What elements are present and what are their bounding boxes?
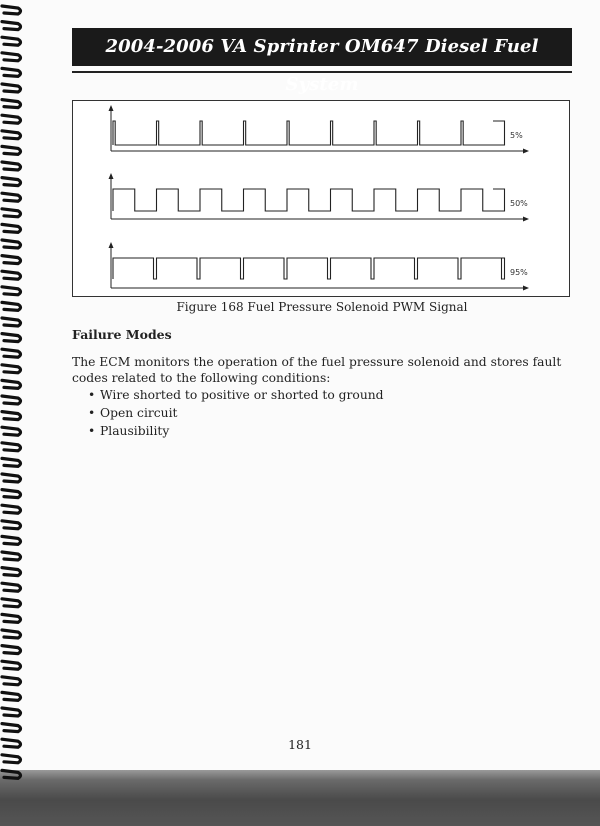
pwm-waveform [113, 121, 505, 145]
binding-coil [2, 53, 21, 61]
page-title: 2004-2006 VA Sprinter OM647 Diesel Fuel System [72, 28, 572, 66]
binding-coil [2, 68, 21, 76]
x-axis-arrow [523, 286, 529, 291]
page-bottom-shadow [0, 770, 600, 826]
binding-coil [2, 334, 21, 342]
duty-cycle-label: 95% [510, 268, 528, 277]
binding-coil [2, 256, 21, 264]
binding-coil [2, 505, 21, 513]
bullet-icon: • [88, 424, 96, 438]
binding-coil [2, 178, 21, 186]
y-axis-arrow [109, 173, 114, 179]
binding-coil [2, 302, 21, 310]
binding-coil [2, 287, 21, 295]
binding-coil [2, 630, 21, 638]
binding-coil [2, 37, 21, 45]
binding-coil [2, 692, 21, 700]
binding-coil [2, 677, 21, 685]
header-rule [72, 71, 572, 73]
list-item [88, 422, 384, 440]
section-heading: Failure Modes [72, 327, 172, 342]
binding-coil [2, 770, 21, 778]
bullet-icon: • [88, 388, 96, 402]
binding-coil [2, 552, 21, 560]
binding-coil [2, 646, 21, 654]
binding-coil [2, 458, 21, 466]
binding-coil [2, 427, 21, 435]
binding-coil [2, 380, 21, 388]
binding-coil [2, 318, 21, 326]
binding-coil [2, 614, 21, 622]
bullet-icon: • [88, 406, 96, 420]
binding-coil [2, 146, 21, 154]
binding-coil [2, 443, 21, 451]
binding-coil [2, 739, 21, 747]
duty-cycle-label: 50% [510, 199, 528, 208]
figure-caption: Figure 168 Fuel Pressure Solenoid PWM Signal [176, 300, 468, 314]
binding-coil [2, 474, 21, 482]
binding-coil [2, 22, 21, 30]
binding-coil [2, 568, 21, 576]
binding-coil [2, 521, 21, 529]
binding-coil [2, 412, 21, 420]
binding-coil [2, 349, 21, 357]
binding-coil [2, 100, 21, 108]
binding-coil [2, 599, 21, 607]
binding-coil [2, 724, 21, 732]
list-item-text: Open circuit [100, 406, 178, 420]
list-item-text: Plausibility [100, 424, 170, 438]
binding-coil [2, 755, 21, 763]
binding-coil [2, 240, 21, 248]
binding-coil [2, 162, 21, 170]
binding-coil [2, 224, 21, 232]
pwm-waveform [113, 189, 505, 211]
x-axis-arrow [523, 217, 529, 222]
spiral-binding [0, 0, 26, 790]
y-axis-arrow [109, 105, 114, 111]
binding-coil [2, 661, 21, 669]
list-item [88, 404, 384, 422]
x-axis-arrow [523, 149, 529, 154]
list-item-text: Wire shorted to positive or shorted to ground [100, 388, 384, 402]
binding-coil [2, 365, 21, 373]
binding-coil [2, 490, 21, 498]
binding-coil [2, 536, 21, 544]
list-item [88, 386, 384, 404]
pwm-figure [72, 100, 570, 297]
binding-coil [2, 209, 21, 217]
bullet-list [88, 386, 384, 440]
binding-coil [2, 84, 21, 92]
binding-coil [2, 6, 21, 14]
binding-coil [2, 193, 21, 201]
pwm-waveform [113, 258, 505, 279]
binding-coil [2, 271, 21, 279]
binding-coil [2, 708, 21, 716]
binding-coil [2, 115, 21, 123]
binding-coil [2, 583, 21, 591]
y-axis-arrow [109, 242, 114, 248]
body-paragraph: The ECM monitors the operation of the fuel pressure solenoid and stores fault codes related to the following conditions: [72, 355, 562, 385]
binding-coil [2, 131, 21, 139]
page-number: 181 [288, 737, 312, 752]
duty-cycle-label: 5% [510, 131, 523, 140]
binding-coil [2, 396, 21, 404]
